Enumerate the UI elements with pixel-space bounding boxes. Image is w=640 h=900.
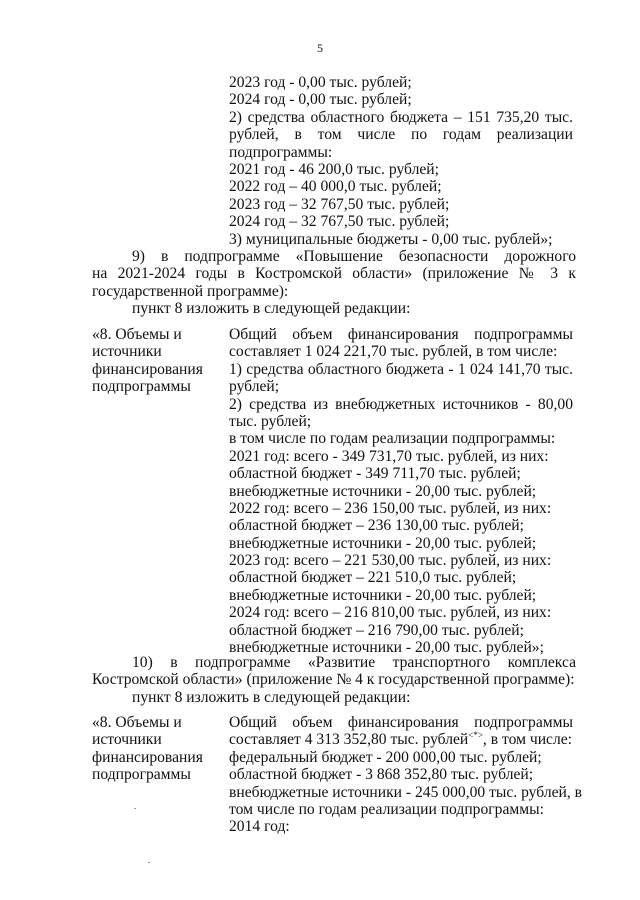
text-line: 10) в подпрограмме «Развитие транспортного комплекса [132, 654, 576, 671]
label-line: подпрограммы [92, 378, 191, 396]
scan-speck [134, 808, 136, 809]
value-line: федеральный бюджет - 200 000,00 тыс. рублей; [229, 748, 542, 766]
value-line: внебюджетные источники - 245 000,00 тыс. рублей, в [229, 783, 583, 801]
text-line: 9) в подпрограмме «Повышение безопасности дорожного [132, 248, 576, 265]
text-line: подпрограммы: [229, 143, 333, 161]
text-line: на 2021-2024 годы в Костромской области» (приложение № 3 к [92, 265, 576, 283]
value-line: 2022 год: всего – 236 150,00 тыс. рублей, из них: [229, 499, 552, 517]
text-line: 2023 год - 0,00 тыс. рублей; [229, 74, 412, 91]
value-line: внебюджетные источники - 20,00 тыс. рублей; [229, 534, 537, 552]
value-line: внебюджетные источники - 20,00 тыс. рублей; [229, 482, 537, 500]
label-line: финансирования [92, 360, 203, 378]
table-1-label [92, 326, 228, 396]
page-number: 5 [317, 41, 323, 55]
value-line: областной бюджет - 349 711,70 тыс. рублей; [229, 465, 521, 483]
table-2-label [92, 714, 228, 784]
value-tail-text: , в том числе: [482, 731, 572, 749]
label-line: «8. Объемы и [92, 326, 182, 343]
value-line: областной бюджет – 221 510,0 тыс. рублей; [229, 569, 517, 587]
footnote-marker: <*> [468, 730, 483, 741]
label-line: «8. Объемы и [92, 714, 182, 731]
text-line: Костромской области» (приложение № 4 к государственной программе): [92, 671, 575, 689]
continued-funding-block [229, 74, 573, 248]
text-line: 2024 год – 32 767,50 тыс. рублей; [229, 213, 450, 231]
value-line: внебюджетные источники - 20,00 тыс. рублей»; [229, 639, 544, 657]
label-line: источники [92, 731, 162, 749]
item-10-instruction: пункт 8 изложить в следующей редакции: [132, 688, 411, 706]
value-line: 1) средства областного бюджета - 1 024 141,70 тыс. [229, 360, 573, 378]
value-line: том числе по годам реализации подпрограммы: [229, 800, 544, 818]
value-line: тыс. рублей; [229, 412, 312, 430]
text-line: рублей, в том числе по годам реализации [229, 126, 573, 144]
value-line: 2) средства из внебюджетных источников - 80,00 [229, 395, 573, 413]
label-line: источники [92, 343, 162, 361]
text-line: 2021 год - 46 200,0 тыс. рублей; [229, 160, 439, 178]
value-line: в том числе по годам реализации подпрограммы: [229, 430, 556, 448]
value-line: 2021 год: всего - 349 731,70 тыс. рублей, из них: [229, 447, 549, 465]
value-line: внебюджетные источники - 20,00 тыс. рублей; [229, 586, 537, 604]
value-line: рублей; [229, 378, 280, 396]
table-1-value [229, 326, 573, 656]
value-line: 2024 год: всего – 216 810,00 тыс. рублей, из них: [229, 604, 552, 622]
table-2-value [229, 714, 583, 836]
text-line: государственной программе): [92, 282, 289, 300]
text-line: 2) средства областного бюджета – 151 735,20 тыс. [229, 108, 573, 126]
value-line: 2014 год: [229, 818, 290, 836]
text-line: 2023 год – 32 767,50 тыс. рублей; [229, 195, 450, 213]
value-line: Общий объем финансирования подпрограммы [229, 326, 573, 343]
value-line: областной бюджет – 236 130,00 тыс. рублей; [229, 517, 524, 535]
text-line: 2024 год - 0,00 тыс. рублей; [229, 91, 412, 109]
value-line: областной бюджет - 3 868 352,80 тыс. рублей; [229, 766, 534, 784]
scan-speck [148, 862, 150, 863]
value-line [229, 731, 573, 748]
label-line: подпрограммы [92, 766, 191, 784]
value-line: составляет 1 024 221,70 тыс. рублей, в том числе: [229, 343, 558, 361]
value-line: 2023 год: всего – 221 530,00 тыс. рублей, из них: [229, 552, 552, 570]
item-10-paragraph [92, 654, 576, 706]
text-line: 3) муниципальные бюджеты - 0,00 тыс. рублей»; [229, 230, 553, 248]
item-9-instruction: пункт 8 изложить в следующей редакции: [132, 300, 411, 318]
label-line: финансирования [92, 748, 203, 766]
value-line: Общий объем финансирования подпрограммы [229, 714, 573, 731]
text-line: 2022 год – 40 000,0 тыс. рублей; [229, 178, 442, 196]
item-9-paragraph [92, 248, 576, 318]
total-amount-text: составляет 4 313 352,80 тыс. рублей [229, 731, 469, 749]
value-line: областной бюджет – 216 790,00 тыс. рублей; [229, 621, 524, 639]
